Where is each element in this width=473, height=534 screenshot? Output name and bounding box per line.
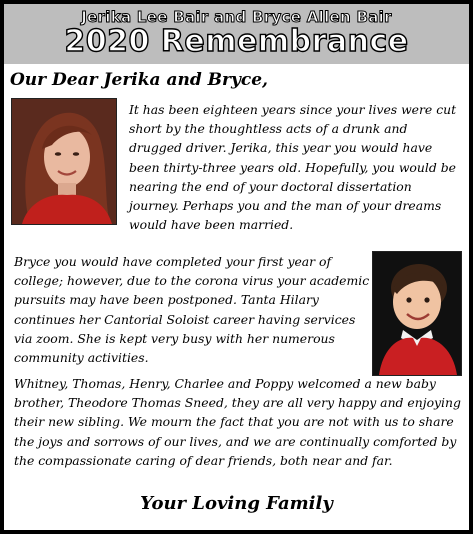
paragraph-jerika: It has been eighteen years since your lives were cut short by the thoughtless acts of a drunk and drugged driver. Jerika, this year you would have been thirty-three years old. Hopefully, you would be nearing the end of your doctoral dissertation journey. Perhaps you and the man of your dreams would have been married. <box>129 102 457 233</box>
salutation: Our Dear Jerika and Bryce, <box>10 70 268 90</box>
paragraph-bryce: Bryce you would have completed your first year of college; however, due to the corona virus your academic pursuits may have been postponed. Tanta Hilary continues her Cantorial Soloist career having services via zoom. She is kept very busy with her numerous community activities. <box>14 254 370 366</box>
memorial-card <box>4 4 469 530</box>
bryce-photo <box>372 251 462 376</box>
jerika-photo <box>11 98 117 225</box>
paragraph-family-news: Whitney, Thomas, Henry, Charlee and Poppy welcomed a new baby brother, Theodore Thomas Sneed, they are all very happy and enjoying their new sibling. We mourn the fact that you are not with us to share the joys and sorrows of our lives, and we are continually comforted by the compassionate caring of dear friends, both near and far. <box>14 376 461 468</box>
header-band <box>4 4 469 64</box>
closing-signature: Your Loving Family <box>140 493 333 514</box>
names-subtitle: Jerika Lee Bair and Bryce Allen Bair <box>81 8 392 26</box>
page-title: 2020 Remembrance <box>64 24 409 59</box>
